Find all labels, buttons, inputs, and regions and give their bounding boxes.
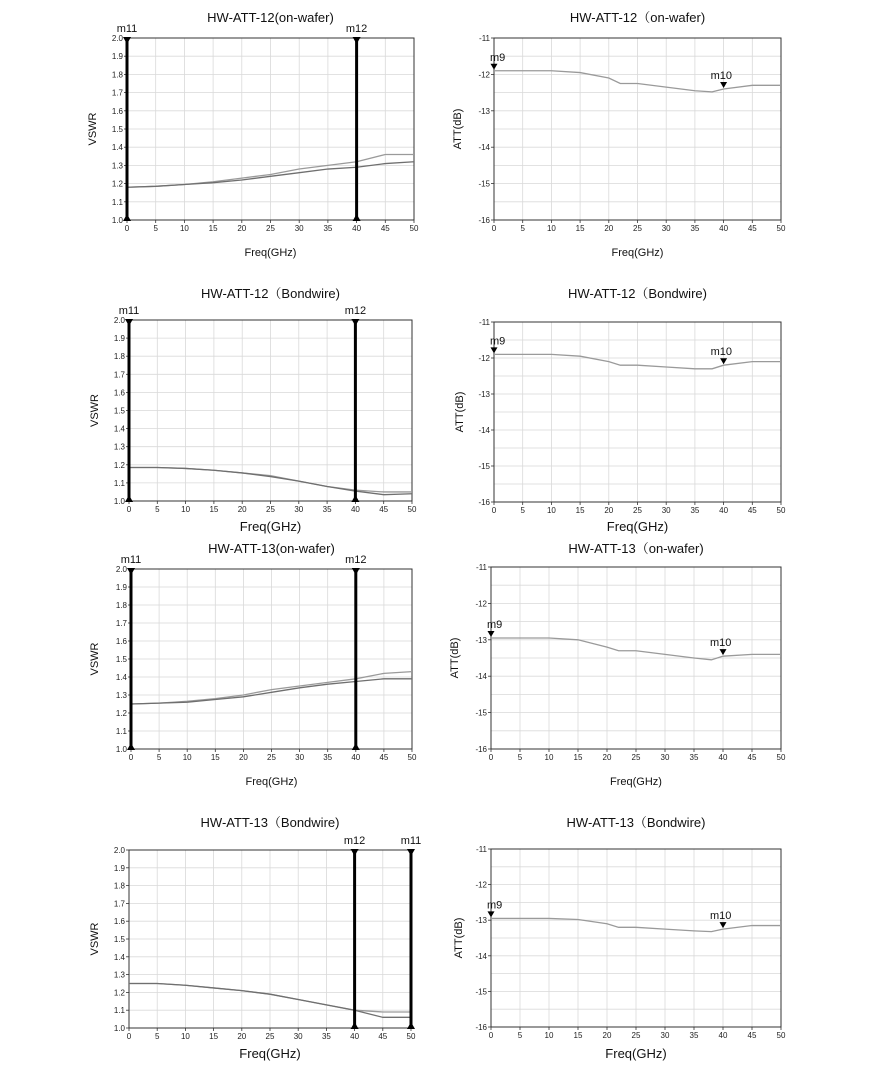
marker-point-m10 bbox=[720, 922, 727, 928]
x-tick-label: 20 bbox=[237, 224, 247, 233]
y-tick-label: 2.0 bbox=[111, 34, 123, 43]
y-tick-label: 1.3 bbox=[113, 970, 125, 980]
y-axis-label: VSWR bbox=[89, 922, 101, 956]
x-tick-label: 20 bbox=[602, 1031, 612, 1040]
x-axis-label: Freq(GHz) bbox=[610, 776, 662, 788]
y-axis-label: ATT(dB) bbox=[454, 391, 466, 433]
y-tick-label: 1.5 bbox=[111, 125, 123, 134]
y-tick-label: 1.6 bbox=[113, 388, 125, 398]
y-tick-label: 1.7 bbox=[113, 370, 125, 380]
y-tick-label: 1.9 bbox=[111, 52, 123, 62]
marker-point-m10 bbox=[720, 649, 727, 655]
y-tick-label: 2.0 bbox=[115, 565, 127, 574]
x-tick-label: 40 bbox=[718, 1031, 728, 1040]
x-tick-label: 35 bbox=[690, 224, 700, 233]
x-tick-label: 0 bbox=[491, 506, 497, 515]
chart-svg bbox=[440, 536, 880, 806]
marker-label-m11: m11 bbox=[116, 23, 138, 35]
chart-svg bbox=[0, 536, 440, 806]
y-axis-label: ATT(dB) bbox=[449, 637, 461, 679]
y-tick-label: 1.7 bbox=[111, 88, 123, 98]
x-tick-label: 0 bbox=[488, 753, 494, 762]
y-tick-label: 1.8 bbox=[115, 601, 127, 610]
y-tick-label: -14 bbox=[475, 951, 487, 961]
chart-svg bbox=[0, 810, 440, 1080]
x-tick-label: 15 bbox=[209, 1032, 219, 1041]
x-tick-label: 15 bbox=[575, 506, 585, 515]
y-tick-label: -14 bbox=[475, 672, 487, 682]
y-axis-label: VSWR bbox=[89, 642, 101, 676]
x-tick-label: 15 bbox=[210, 753, 220, 762]
x-tick-label: 10 bbox=[544, 753, 554, 762]
marker-point-m9 bbox=[488, 911, 495, 917]
x-tick-label: 5 bbox=[520, 224, 525, 233]
y-tick-label: 1.9 bbox=[113, 863, 125, 873]
marker-top-arrow-m11 bbox=[125, 319, 133, 326]
marker-label-m12: m12 bbox=[345, 23, 368, 35]
y-tick-label: -11 bbox=[476, 845, 487, 854]
y-tick-label: -11 bbox=[479, 34, 490, 43]
y-tick-label: 2.0 bbox=[113, 846, 125, 855]
y-tick-label: 1.2 bbox=[113, 460, 125, 470]
chart-title: HW-ATT-13（Bondwire) bbox=[566, 815, 706, 830]
chart-title: HW-ATT-13（on-wafer) bbox=[568, 541, 704, 556]
x-tick-label: 15 bbox=[573, 1031, 583, 1040]
x-tick-label: 25 bbox=[631, 753, 641, 762]
x-tick-label: 45 bbox=[379, 753, 389, 762]
x-tick-label: 25 bbox=[633, 224, 642, 233]
y-tick-label: 1.4 bbox=[113, 424, 125, 434]
chart-panel-3 bbox=[0, 280, 430, 550]
x-tick-label: 45 bbox=[380, 224, 390, 233]
chart-title: HW-ATT-12（on-wafer) bbox=[569, 10, 706, 25]
chart-title: HW-ATT-12（Bondwire) bbox=[201, 286, 340, 301]
x-tick-label: 40 bbox=[351, 753, 361, 762]
y-tick-label: -16 bbox=[478, 498, 490, 507]
x-tick-label: 35 bbox=[689, 1031, 699, 1040]
x-tick-label: 45 bbox=[378, 1032, 388, 1041]
marker-top-arrow-m11 bbox=[407, 849, 415, 856]
y-tick-label: 1.1 bbox=[115, 727, 127, 736]
y-tick-label: 1.8 bbox=[113, 881, 125, 891]
y-tick-label: 1.0 bbox=[111, 216, 123, 225]
x-tick-label: 5 bbox=[154, 1032, 160, 1041]
y-tick-label: 1.7 bbox=[113, 899, 125, 909]
x-tick-label: 10 bbox=[544, 1031, 554, 1040]
x-tick-label: 10 bbox=[546, 506, 556, 515]
y-tick-label: -13 bbox=[478, 106, 490, 116]
y-tick-label: -11 bbox=[479, 318, 490, 327]
y-tick-label: 1.5 bbox=[113, 406, 125, 416]
x-axis-label: Freq(GHz) bbox=[611, 247, 664, 259]
chart-panel-8 bbox=[440, 810, 870, 1080]
marker-bottom-arrow-m11 bbox=[407, 1022, 415, 1029]
x-tick-label: 5 bbox=[156, 753, 162, 762]
y-tick-label: 1.8 bbox=[111, 70, 123, 80]
y-tick-label: -15 bbox=[475, 987, 487, 997]
y-tick-label: 2.0 bbox=[113, 316, 125, 325]
x-tick-label: 10 bbox=[181, 505, 191, 514]
y-tick-label: 1.6 bbox=[115, 637, 127, 646]
x-tick-label: 0 bbox=[491, 224, 497, 233]
y-tick-label: 1.4 bbox=[115, 673, 127, 682]
x-tick-label: 30 bbox=[660, 1031, 670, 1040]
x-tick-label: 40 bbox=[719, 224, 729, 233]
x-tick-label: 30 bbox=[661, 506, 671, 515]
x-tick-label: 50 bbox=[776, 506, 786, 515]
x-tick-label: 20 bbox=[238, 753, 248, 762]
marker-label-m10: m10 bbox=[710, 910, 732, 923]
x-tick-label: 40 bbox=[719, 506, 729, 515]
marker-top-arrow-m11 bbox=[127, 568, 135, 575]
x-tick-label: 30 bbox=[294, 224, 304, 233]
x-tick-label: 45 bbox=[379, 505, 389, 514]
x-tick-label: 40 bbox=[350, 505, 360, 514]
x-tick-label: 25 bbox=[633, 506, 642, 515]
marker-label-m11: m11 bbox=[400, 835, 422, 847]
y-tick-label: 1.2 bbox=[111, 179, 123, 189]
y-tick-label: 1.3 bbox=[111, 161, 123, 171]
x-axis-label: Freq(GHz) bbox=[239, 519, 302, 534]
marker-label-m9: m9 bbox=[490, 51, 506, 64]
y-tick-label: 1.3 bbox=[113, 442, 125, 452]
marker-label-m9: m9 bbox=[487, 618, 503, 631]
marker-point-m10 bbox=[720, 358, 727, 364]
x-axis-label: Freq(GHz) bbox=[245, 776, 298, 788]
x-tick-label: 30 bbox=[661, 224, 671, 233]
x-tick-label: 40 bbox=[718, 753, 728, 762]
marker-point-m9 bbox=[488, 631, 495, 637]
x-tick-label: 35 bbox=[323, 224, 333, 233]
y-tick-label: -16 bbox=[475, 1023, 487, 1032]
x-tick-label: 0 bbox=[488, 1031, 494, 1040]
chart-panel-4 bbox=[440, 280, 870, 550]
y-tick-label: -14 bbox=[478, 143, 490, 153]
y-tick-label: 1.9 bbox=[115, 583, 127, 592]
x-tick-label: 15 bbox=[575, 224, 585, 233]
chart-title: HW-ATT-13（Bondwire) bbox=[200, 815, 340, 830]
chart-panel-2 bbox=[440, 0, 870, 270]
y-tick-label: -12 bbox=[478, 354, 490, 363]
x-tick-label: 30 bbox=[660, 753, 670, 762]
x-tick-label: 35 bbox=[689, 753, 699, 762]
x-tick-label: 0 bbox=[124, 224, 130, 233]
chart-title: HW-ATT-12（Bondwire) bbox=[568, 286, 707, 301]
marker-label-m9: m9 bbox=[490, 335, 506, 348]
y-tick-label: -15 bbox=[475, 708, 487, 718]
x-tick-label: 25 bbox=[267, 753, 276, 762]
x-tick-label: 30 bbox=[293, 1032, 303, 1041]
x-tick-label: 5 bbox=[153, 224, 158, 233]
y-tick-label: 1.6 bbox=[111, 106, 123, 116]
x-tick-label: 5 bbox=[520, 506, 525, 515]
x-tick-label: 50 bbox=[409, 224, 419, 233]
y-tick-label: 1.4 bbox=[111, 143, 123, 153]
marker-top-arrow-m12 bbox=[351, 849, 359, 856]
x-tick-label: 25 bbox=[265, 1032, 275, 1041]
x-tick-label: 5 bbox=[155, 505, 160, 514]
marker-label-m12: m12 bbox=[343, 835, 366, 847]
y-tick-label: 1.9 bbox=[113, 334, 125, 344]
chart-panel-1 bbox=[0, 0, 430, 270]
x-tick-label: 15 bbox=[573, 753, 583, 762]
y-tick-label: 1.5 bbox=[115, 655, 127, 664]
x-tick-label: 50 bbox=[407, 505, 417, 514]
marker-top-arrow-m11 bbox=[123, 37, 131, 44]
x-tick-label: 50 bbox=[776, 224, 786, 233]
y-axis-label: ATT(dB) bbox=[453, 917, 465, 959]
y-tick-label: -12 bbox=[475, 599, 487, 609]
marker-label-m11: m11 bbox=[118, 305, 140, 317]
marker-bottom-arrow-m12 bbox=[351, 1022, 359, 1029]
marker-top-arrow-m12 bbox=[352, 568, 360, 575]
y-tick-label: -13 bbox=[475, 916, 487, 926]
y-tick-label: 1.4 bbox=[113, 952, 125, 962]
y-tick-label: 1.0 bbox=[115, 745, 127, 754]
marker-bottom-arrow-m12 bbox=[352, 743, 360, 750]
y-tick-label: 1.2 bbox=[115, 709, 127, 718]
x-tick-label: 15 bbox=[209, 505, 219, 514]
chart-svg bbox=[440, 280, 880, 550]
marker-label-m12: m12 bbox=[345, 554, 367, 566]
x-tick-label: 40 bbox=[352, 224, 362, 233]
marker-label-m11: m11 bbox=[120, 554, 142, 566]
x-tick-label: 0 bbox=[126, 505, 132, 514]
y-tick-label: -12 bbox=[475, 880, 487, 890]
x-tick-label: 20 bbox=[604, 224, 614, 233]
y-tick-label: -15 bbox=[478, 462, 490, 471]
marker-point-m10 bbox=[720, 82, 727, 88]
x-tick-label: 35 bbox=[323, 753, 333, 762]
x-tick-label: 20 bbox=[237, 1032, 247, 1041]
chart-panel-7 bbox=[0, 810, 430, 1080]
marker-label-m12: m12 bbox=[344, 305, 367, 317]
y-tick-label: 1.0 bbox=[113, 1024, 125, 1033]
y-tick-label: 1.2 bbox=[113, 988, 125, 998]
x-tick-label: 25 bbox=[266, 224, 275, 233]
x-tick-label: 0 bbox=[126, 1032, 132, 1041]
marker-label-m10: m10 bbox=[710, 637, 732, 650]
x-tick-label: 50 bbox=[406, 1032, 416, 1041]
marker-bottom-arrow-m12 bbox=[353, 214, 361, 221]
chart-title: HW-ATT-13(on-wafer) bbox=[208, 541, 335, 556]
y-tick-label: -15 bbox=[478, 179, 490, 189]
marker-bottom-arrow-m11 bbox=[123, 214, 131, 221]
y-tick-label: -11 bbox=[476, 563, 487, 572]
y-tick-label: -16 bbox=[475, 745, 487, 754]
x-tick-label: 10 bbox=[546, 224, 556, 233]
marker-label-m9: m9 bbox=[487, 899, 503, 912]
y-axis-label: VSWR bbox=[89, 394, 101, 427]
chart-svg bbox=[440, 810, 880, 1080]
y-tick-label: 1.0 bbox=[113, 497, 125, 506]
y-tick-label: -13 bbox=[478, 390, 490, 399]
x-tick-label: 0 bbox=[128, 753, 134, 762]
x-tick-label: 30 bbox=[294, 505, 304, 514]
x-tick-label: 5 bbox=[517, 1031, 523, 1040]
y-tick-label: 1.6 bbox=[113, 917, 125, 927]
chart-svg bbox=[0, 0, 440, 270]
marker-point-m9 bbox=[491, 64, 498, 70]
marker-label-m10: m10 bbox=[710, 346, 733, 359]
x-axis-label: Freq(GHz) bbox=[606, 519, 669, 534]
x-axis-label: Freq(GHz) bbox=[244, 247, 297, 259]
x-axis-label: Freq(GHz) bbox=[605, 1046, 667, 1061]
x-tick-label: 10 bbox=[179, 224, 189, 233]
x-tick-label: 50 bbox=[776, 753, 786, 762]
x-tick-label: 25 bbox=[266, 505, 275, 514]
y-tick-label: -12 bbox=[478, 70, 490, 80]
y-tick-label: 1.1 bbox=[111, 197, 123, 207]
y-axis-label: VSWR bbox=[87, 112, 99, 146]
x-tick-label: 10 bbox=[182, 753, 192, 762]
x-tick-label: 35 bbox=[322, 505, 332, 514]
x-tick-label: 5 bbox=[517, 753, 523, 762]
y-tick-label: -16 bbox=[478, 216, 490, 225]
y-tick-label: 1.7 bbox=[115, 619, 127, 628]
x-tick-label: 50 bbox=[776, 1031, 786, 1040]
y-tick-label: 1.5 bbox=[113, 935, 125, 944]
chart-title: HW-ATT-12(on-wafer) bbox=[207, 10, 334, 25]
chart-svg bbox=[440, 0, 880, 270]
y-tick-label: 1.8 bbox=[113, 352, 125, 362]
x-tick-label: 45 bbox=[747, 1031, 757, 1040]
x-tick-label: 45 bbox=[747, 506, 757, 515]
marker-label-m10: m10 bbox=[710, 69, 733, 82]
x-tick-label: 15 bbox=[208, 224, 218, 233]
chart-panel-6 bbox=[440, 536, 870, 806]
x-tick-label: 35 bbox=[690, 506, 700, 515]
x-tick-label: 20 bbox=[604, 506, 614, 515]
marker-bottom-arrow-m11 bbox=[125, 495, 133, 502]
y-tick-label: 1.3 bbox=[115, 691, 127, 700]
x-tick-label: 30 bbox=[295, 753, 305, 762]
y-tick-label: 1.1 bbox=[113, 1006, 125, 1016]
x-tick-label: 40 bbox=[350, 1032, 360, 1041]
x-tick-label: 45 bbox=[747, 753, 757, 762]
x-tick-label: 25 bbox=[631, 1031, 641, 1040]
y-tick-label: -13 bbox=[475, 635, 487, 645]
x-axis-label: Freq(GHz) bbox=[239, 1046, 301, 1061]
marker-bottom-arrow-m11 bbox=[127, 743, 135, 750]
y-tick-label: -14 bbox=[478, 426, 490, 435]
chart-svg bbox=[0, 280, 440, 550]
marker-point-m9 bbox=[491, 347, 498, 353]
y-axis-label: ATT(dB) bbox=[452, 108, 464, 150]
marker-top-arrow-m12 bbox=[353, 37, 361, 44]
y-tick-label: 1.1 bbox=[113, 478, 125, 488]
chart-panel-5 bbox=[0, 536, 430, 806]
x-tick-label: 20 bbox=[237, 505, 247, 514]
x-tick-label: 20 bbox=[602, 753, 612, 762]
marker-bottom-arrow-m12 bbox=[351, 495, 359, 502]
x-tick-label: 45 bbox=[747, 224, 757, 233]
x-tick-label: 35 bbox=[321, 1032, 331, 1041]
x-tick-label: 10 bbox=[180, 1032, 190, 1041]
x-tick-label: 50 bbox=[407, 753, 417, 762]
marker-top-arrow-m12 bbox=[351, 319, 359, 326]
